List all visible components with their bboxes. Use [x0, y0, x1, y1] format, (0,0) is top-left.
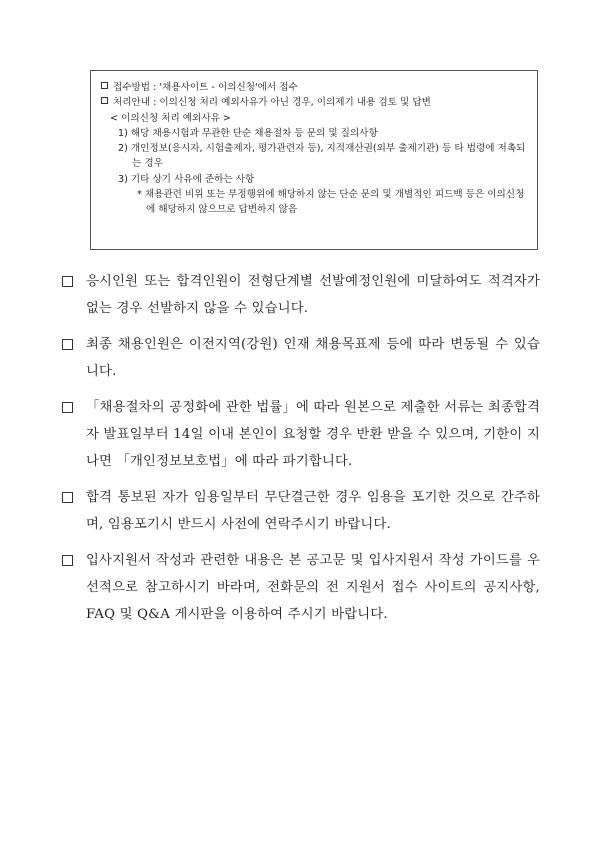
notice-item-text: 최종 채용인원은 이전지역(강원) 인재 채용목표제 등에 따라 변동될 수 있습니다. [86, 337, 540, 379]
checkbox-icon [62, 492, 73, 503]
exception-subheading: < 이의신청 처리 예외사유 > [110, 112, 231, 124]
notice-item-appointment [62, 484, 540, 538]
notice-item-text: 입사지원서 작성과 관련한 내용은 본 공고문 및 입사지원서 작성 가이드를 우선적으로 참고하시기 바라며, 전화문의 전 지원서 접수 사이트의 공지사항, FAQ 및 Q&A 게시판을 이용하여 주시기 바랍니다. [86, 553, 540, 622]
exception-reason-2: 2) 개인정보(응시자, 시험출제자, 평가관련자 등), 지적재산권(외부 출제기관) 등 타 법령에 저촉되는 경우 [118, 143, 526, 170]
checkbox-icon [62, 276, 73, 287]
objection-info-box [90, 70, 538, 250]
square-bullet-icon [101, 97, 108, 104]
notice-item-text: 「채용절차의 공정화에 관한 법률」에 따라 원본으로 제출한 서류는 최종합격자 발표일부터 14일 이내 본인이 요청할 경우 반환 받을 수 있으며, 기한이 지나면 「개인정보보호법」에 따라 파기합니다. [86, 400, 540, 469]
processing-guide: 처리안내 : 이의신청 처리 예외사유가 아닌 경우, 이의제기 내용 검토 및 답변 [99, 95, 529, 110]
checkbox-icon [62, 339, 73, 350]
exception-reason-3: 3) 기타 상기 사유에 준하는 사항 [118, 173, 255, 185]
notice-item-text: 합격 통보된 자가 임용일부터 무단결근한 경우 임용을 포기한 것으로 간주하며, 임용포기시 반드시 사전에 연락주시기 바랍니다. [86, 490, 540, 532]
notice-item-application-guide [62, 547, 540, 628]
checkbox-icon [62, 402, 73, 413]
exception-reason-1: 1) 해당 채용시험과 무관한 단순 채용절차 등 문의 및 질의사항 [118, 127, 378, 139]
checkbox-icon [62, 555, 73, 566]
exception-note: * 채용관련 비위 또는 부정행위에 해당하지 않는 단순 문의 및 개별적인 피드백 등은 이의신청에 해당하지 않으므로 답변하지 않음 [137, 189, 525, 216]
notice-item-document-return [62, 394, 540, 475]
notice-item-selection [62, 268, 540, 322]
submission-method: 접수방법 : '채용사이트 - 이의신청'에서 접수 [99, 80, 529, 95]
notice-item-text: 응시인원 또는 합격인원이 전형단계별 선발예정인원에 미달하여도 적격자가 없는 경우 선발하지 않을 수 있습니다. [86, 274, 540, 316]
notice-item-hiring-count [62, 331, 540, 385]
square-bullet-icon [101, 82, 108, 89]
